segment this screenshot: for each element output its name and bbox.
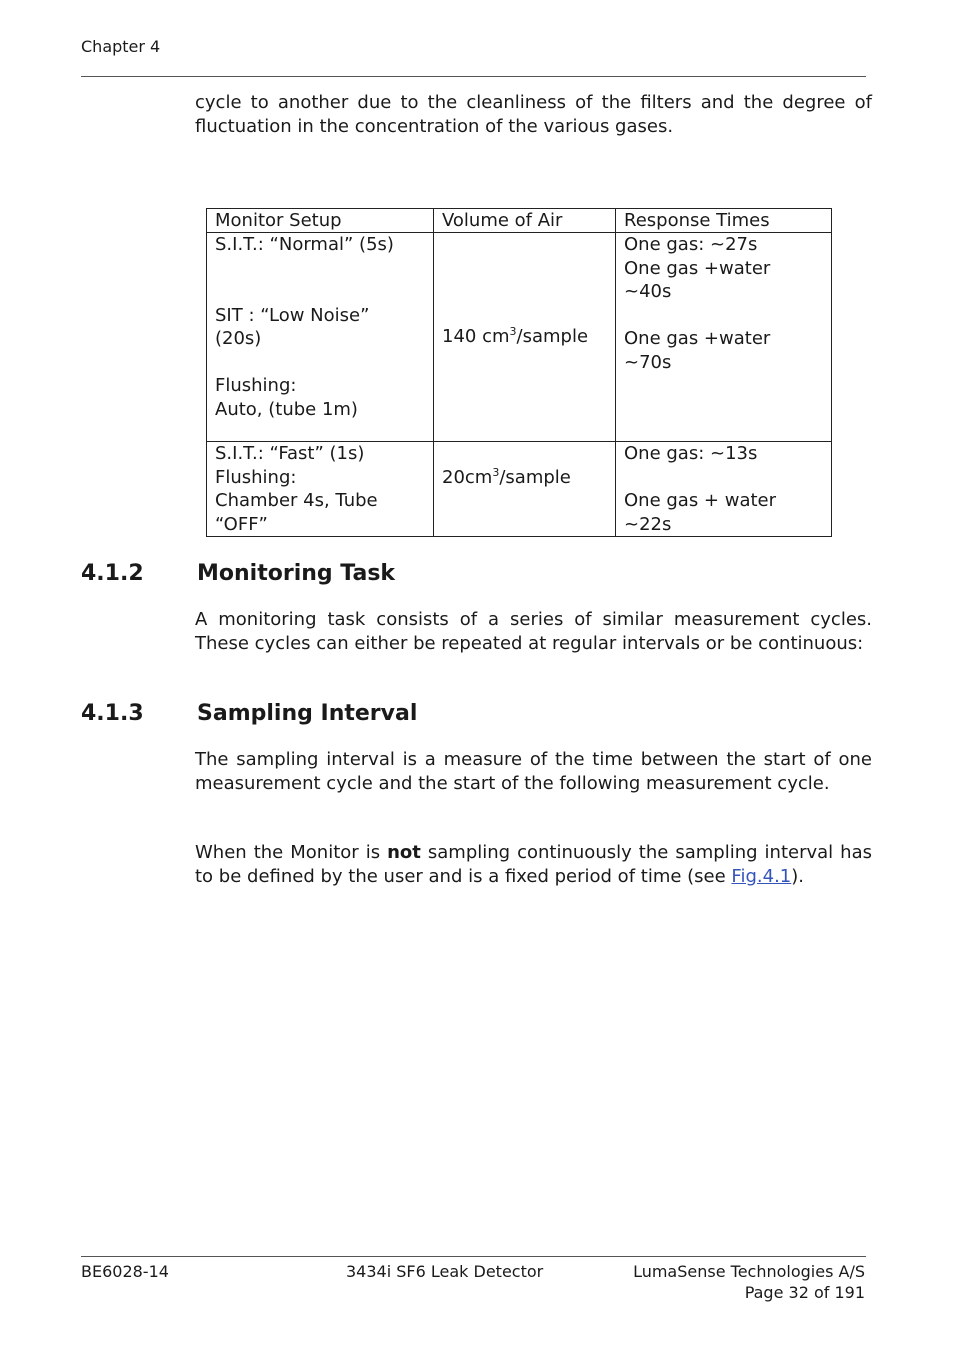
text-run: sampling continuously the sampling interval has to be defined by the user and is a fixed period of time (see (195, 842, 872, 887)
section-title: Monitoring Task (197, 561, 396, 586)
intro-paragraph: cycle to another due to the cleanliness of the filters and the degree of fluctuation in the concentration of the various gases. (195, 92, 872, 137)
cell-line (215, 257, 425, 281)
monitoring-task-paragraph: A monitoring task consists of a series of similar measurement cycles. These cycles can either be repeated at regular intervals or be continuous: (195, 609, 872, 654)
cell-line: One gas +water (624, 328, 771, 349)
table-row (207, 233, 832, 442)
cell-line: One gas: ~27s (624, 234, 758, 255)
response-times-table (206, 208, 832, 537)
cell-spacer (442, 442, 607, 466)
cell-line: One gas +water (624, 257, 771, 279)
table-header-row (207, 209, 832, 233)
cell-line: Chamber 4s, Tube (215, 490, 378, 511)
cell-line: S.I.T.: “Fast” (1s) (215, 443, 365, 464)
cell-line: “OFF” (215, 513, 268, 535)
cell-line: One gas + water (624, 490, 777, 511)
cell-volume (434, 233, 616, 442)
emphasis-not: not (387, 842, 421, 863)
footer-rule (81, 1256, 866, 1257)
sampling-interval-paragraph: The sampling interval is a measure of the time between the start of one measurement cycle and the start of the following measurement cycle. (195, 749, 872, 794)
footer-doc-code: BE6028-14 (81, 1262, 169, 1281)
footer-product-name: 3434i SF6 Leak Detector (346, 1262, 544, 1281)
text-run: ). (791, 865, 804, 887)
figure-reference-link[interactable]: Fig.4.1 (731, 865, 792, 887)
footer-page-number: Page 32 of 191 (744, 1283, 865, 1302)
cell-line: ~40s (624, 281, 672, 302)
cell-response (616, 233, 832, 442)
volume-value: 140 cm (442, 326, 510, 348)
cell-line: Flushing: (215, 466, 297, 488)
cell-response (616, 442, 832, 537)
section-number: 4.1.3 (81, 701, 144, 726)
volume-value: 20cm (442, 466, 493, 488)
cell-line (215, 280, 425, 304)
cell-line: One gas: ~13s (624, 443, 758, 464)
section-number: 4.1.2 (81, 561, 144, 586)
running-header-chapter: Chapter 4 (81, 37, 161, 56)
cell-line: Flushing: (215, 375, 297, 396)
cell-line (215, 351, 425, 375)
cell-volume (434, 442, 616, 537)
header-monitor-setup: Monitor Setup (207, 209, 434, 233)
cell-line (624, 304, 823, 328)
volume-exponent: 3 (492, 465, 500, 479)
header-rule (81, 76, 866, 77)
volume-exponent: 3 (509, 325, 517, 339)
volume-unit: /sample (516, 326, 589, 348)
cell-line (624, 466, 823, 490)
cell-setup (207, 442, 434, 537)
header-response-times: Response Times (616, 209, 832, 233)
section-heading-4-1-3 (81, 701, 417, 727)
cell-line: ~22s (624, 513, 672, 535)
footer-company: LumaSense Technologies A/S (633, 1262, 865, 1281)
cell-setup (207, 233, 434, 442)
table-row (207, 442, 832, 537)
cell-line: Auto, (tube 1m) (215, 398, 358, 420)
cell-line: SIT : “Low Noise” (215, 304, 370, 326)
volume-unit: /sample (499, 466, 571, 488)
header-volume-of-air: Volume of Air (434, 209, 616, 233)
text-run: When the Monitor is (195, 842, 388, 863)
section-title: Sampling Interval (197, 701, 418, 726)
sampling-interval-paragraph-2 (195, 841, 872, 888)
section-heading-4-1-2 (81, 561, 395, 587)
cell-line: S.I.T.: “Normal” (5s) (215, 234, 394, 255)
cell-line: ~70s (624, 351, 672, 373)
cell-line: (20s) (215, 328, 262, 349)
